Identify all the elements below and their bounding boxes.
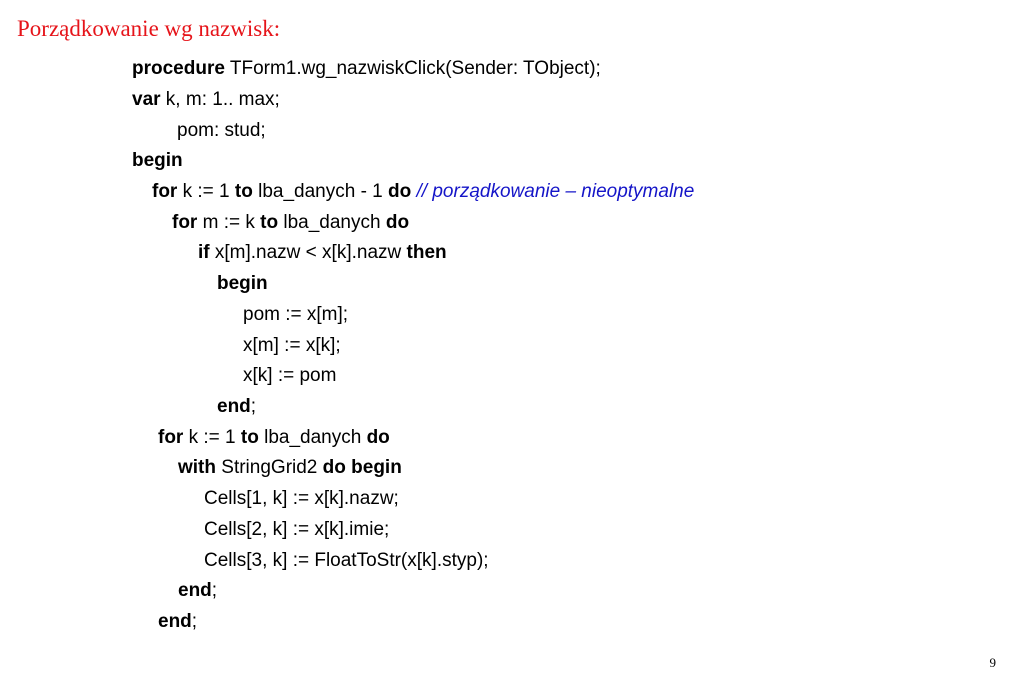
keyword-for: for bbox=[152, 181, 178, 202]
code-line-swap-2 bbox=[243, 335, 341, 357]
semicolon: ; bbox=[250, 396, 257, 417]
var-declaration: k, m: 1.. max; bbox=[160, 89, 280, 110]
for-range-start: m := k bbox=[197, 212, 261, 233]
keyword-end: end bbox=[217, 396, 251, 417]
code-line-inner-for bbox=[172, 212, 409, 234]
semicolon: ; bbox=[211, 580, 218, 601]
code-line-var bbox=[132, 89, 280, 111]
keyword-end: end bbox=[178, 580, 212, 601]
code-line-outer-for bbox=[152, 181, 694, 203]
statement: x[k] := pom bbox=[243, 365, 337, 386]
code-line-swap-3 bbox=[243, 365, 336, 387]
code-comment: // porządkowanie – nieoptymalne bbox=[411, 181, 695, 202]
keyword-var: var bbox=[132, 89, 161, 110]
code-line-display-for bbox=[158, 427, 390, 449]
for-range-end: lba_danych bbox=[278, 212, 386, 233]
code-line-with bbox=[178, 457, 402, 479]
code-line-cells-1 bbox=[204, 488, 399, 510]
keyword-do: do bbox=[366, 427, 390, 448]
keyword-to: to bbox=[260, 212, 279, 233]
statement: Cells[3, k] := FloatToStr(x[k].styp); bbox=[204, 550, 489, 571]
code-line-procedure bbox=[132, 58, 601, 80]
code-line-with-end bbox=[178, 580, 217, 602]
keyword-then: then bbox=[406, 242, 447, 263]
with-target: StringGrid2 bbox=[216, 457, 323, 478]
keyword-end: end bbox=[158, 611, 192, 632]
keyword-do: do bbox=[388, 181, 412, 202]
page-number: 9 bbox=[989, 655, 996, 670]
for-range-start: k := 1 bbox=[183, 427, 241, 448]
code-line-cells-2 bbox=[204, 519, 389, 541]
for-range-start: k := 1 bbox=[177, 181, 235, 202]
code-line-cells-3 bbox=[204, 550, 489, 572]
code-line-inner-begin bbox=[217, 273, 268, 295]
slide-title: Porządkowanie wg nazwisk: bbox=[17, 16, 281, 41]
statement: Cells[1, k] := x[k].nazw; bbox=[204, 488, 399, 509]
keyword-to: to bbox=[240, 427, 259, 448]
statement: pom := x[m]; bbox=[243, 304, 349, 325]
semicolon: ; bbox=[191, 611, 198, 632]
code-line-begin bbox=[132, 150, 183, 172]
keyword-with: with bbox=[178, 457, 216, 478]
code-line-pom-decl bbox=[177, 120, 266, 142]
statement: x[m] := x[k]; bbox=[243, 335, 341, 356]
for-range-end: lba_danych bbox=[258, 427, 367, 448]
statement: Cells[2, k] := x[k].imie; bbox=[204, 519, 390, 540]
if-condition: x[m].nazw < x[k].nazw bbox=[209, 242, 407, 263]
pom-declaration: pom: stud; bbox=[177, 120, 266, 141]
code-line-procedure-end bbox=[158, 611, 197, 633]
keyword-procedure: procedure bbox=[132, 58, 225, 79]
keyword-for: for bbox=[172, 212, 198, 233]
keyword-do: do bbox=[385, 212, 410, 233]
keyword-to: to bbox=[234, 181, 253, 202]
for-range-end: lba_danych - 1 bbox=[252, 181, 389, 202]
code-line-inner-end bbox=[217, 396, 256, 418]
keyword-if: if bbox=[198, 242, 210, 263]
keyword-begin: begin bbox=[132, 150, 183, 171]
procedure-signature: TForm1.wg_nazwiskClick(Sender: TObject); bbox=[224, 58, 601, 79]
keyword-do-begin: do begin bbox=[322, 457, 402, 478]
code-line-swap-1 bbox=[243, 304, 348, 326]
code-line-if bbox=[198, 242, 447, 264]
keyword-for: for bbox=[158, 427, 184, 448]
keyword-begin: begin bbox=[217, 273, 268, 294]
